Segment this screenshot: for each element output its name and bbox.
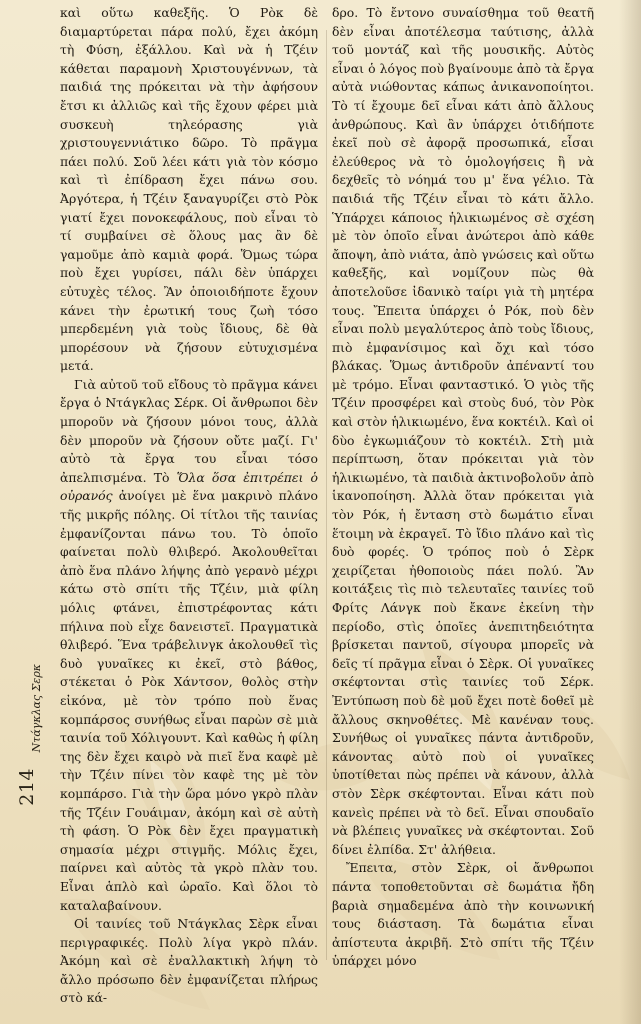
column-divider (326, 30, 327, 960)
page-number: 214 (16, 768, 38, 806)
right-text-column (332, 4, 594, 971)
paragraph-text: ἀνοίγει μὲ ἕνα μακρινὸ πλάνο τῆς μικρῆς πόλης. Οἱ τίτλοι τῆς ταινίας ἐμφανίζονται πάνω του. Τὸ ὁποῖο φαίνεται πολὺ θλιβερό. Ἀκολουθεῖται ἀπὸ ἕνα πλάνο λήψης ἀπὸ γερανὸ μέχρι κάτω στὸ σπίτι τῆς Τζέιν, μιὰ φίλη μόλις φτάνει, ἐπιστρέφοντας κάτι πήλινα ποὺ εἶχε δανειστεῖ. Πραγματικὰ θλιβερό. Ἕνα τράβελινγκ ἀκολουθεῖ τὶς δυὸ γυναῖκες κι ἐκεῖ, στὸ βάθος, στέκεται ὁ Ρὸκ Χάντσον, θολὸς στὴν εἰκόνα, μὲ τὸν τρόπο ποὺ ἕνας κομπάρσος συνήθως εἶναι παρὼν σὲ μιὰ ταινία τοῦ Χόλιγουντ. Καὶ καθὼς ἡ φίλη της δὲν ἔχει καιρὸ νὰ πιεῖ ἕνα καφὲ μὲ τὴν Τζέιν πίνει τὸν καφὲ της μὲ τὸν κομπάρσο. Γιὰ τὴν ὥρα μόνο γκρὸ πλὰν τῆς Τζέιν Γουάιμαν, ἀκόμη καὶ σὲ αὐτὴ τὴ φάση. Ὁ Ρὸκ δὲν ἔχει πραγματικὴ σημασία μέχρι στιγμῆς. Μόλις ἔχει, παίρνει καὶ αὐτὸς τὰ γκρὸ πλὰν του. Εἶναι ἁπλὸ καὶ ὡραῖο. Καὶ ὅλοι τὸ καταλαβαίνουν. (60, 488, 318, 913)
left-text-column (60, 4, 318, 1008)
paragraph-text: Γιὰ αὐτοῦ τοῦ εἴδους τὸ πρᾶγμα κάνει ἔργα ὁ Ντάγκλας Σέρκ. Οἱ ἄνθρωποι δὲν μποροῦν νὰ ζήσουν μόνοι τους, ἀλλὰ δὲν μποροῦν νὰ ζήσουν οὔτε μαζί. Γι' αὐτὸ τὰ ἔργα του εἶναι τόσο ἀπελπισμένα. Τὸ (60, 376, 318, 485)
paragraph: Ἔπειτα, στὸν Σὲρκ, οἱ ἄνθρωποι πάντα τοποθετοῦνται σὲ δωμάτια ἤδη βαριὰ σημαδεμένα ἀπὸ τὴν κοινωνική τους διάσταση. Τὰ δωμάτια εἶναι ἀπίστευτα ἀκριβῆ. Στὸ σπίτι τῆς Τζέιν ὑπάρχει μόνο (332, 860, 594, 969)
paragraph: Οἱ ταινίες τοῦ Ντάγκλας Σὲρκ εἶναι περιγραφικές. Πολὺ λίγα γκρὸ πλάν. Ἀκόμη καὶ σὲ ἐναλλακτικὴ λήψη τὸ ἄλλο πρόσωπο δὲν ἐμφανίζεται πλήρως στὸ κά- (60, 916, 318, 1006)
running-title: Ντάγκλας Σερκ (30, 664, 43, 753)
page-gutter-shadow (619, 0, 641, 1024)
paragraph: καὶ οὕτω καθεξῆς. Ὁ Ρὸκ δὲ διαμαρτύρεται πάρα πολύ, ἔχει ἀκόμη τὴ Φύση, ἐξάλλου. Καὶ νὰ ἡ Τζέιν κάθεται παραμονὴ Χριστουγέννων, τὰ παιδιά της πρόκειται νὰ τὴν ἀφήσουν ἔτσι κι ἀλλιῶς καὶ τῆς ἔχουν φέρει μιὰ συσκευὴ τηλεόρασης γιὰ χριστουγεννιάτικο δῶρο. Τὸ πρᾶγμα πάει πολύ. Σοῦ λέει κάτι γιὰ τὸν κόσμο καὶ τὶ ἐπίδραση ἔχει πάνω σου. Ἀργότερα, ἡ Τζέιν ξαναγυρίζει στὸ Ρὸκ γιατί ἔχει πονοκεφάλους, ποὺ εἶναι τὸ τί συμβαίνει σὲ ὅλους μας ἂν δὲ γαμοῦμε ἀπὸ καμιὰ φορά. Ὅμως τώρα ποὺ ἔχει γυρίσει, πάλι δὲν ὑπάρχει εὐτυχὲς τέλος. Ἂν ὁποιοιδήποτε ἔχουν κάνει τὴν ἐρωτική τους ζωὴ τόσο μπερδεμένη γιὰ τοὺς ἴδιους, δὲ θὰ μπορέσουν νὰ ζήσουν εὐτυχισμένα μετά. (60, 5, 318, 374)
film-title: Ὅλα ὅσα ἐπιτρέπει ὁ οὐρανός (60, 469, 318, 504)
paragraph: δρο. Τὸ ἔντονο συναίσθημα τοῦ θεατῆ δὲν εἶναι ἀποτέλεσμα ταύτισης, ἀλλὰ τοῦ μοντάζ καὶ τῆς μουσικῆς. Αὐτὸς εἶναι ὁ λόγος ποὺ βγαίνουμε ἀπὸ τὰ ἔργα αὐτὰ νιώθοντας κάπως ἀνικανοποίητοι. Τὸ τί ἔχουμε δεῖ εἶναι κάτι ἀπὸ ἄλλους ἀνθρώπους. Καὶ ἂν ὑπάρχει ὁτιδήποτε ἐκεῖ ποὺ σὲ ἀφορᾷ προσωπικά, εἶσαι ἐλεύθερος νὰ τὸ ὁμολογήσεις ἢ νὰ δεχθεῖς τὸ νόημά του μ' ἕνα γέλιο. Τὰ παιδιά τῆς Τζέιν εἶναι τὸ κάτι ἄλλο. Ὑπάρχει κάποιος ἡλικιωμένος σὲ σχέση μὲ τὸν ὁποῖο εἶναι ἀνώτεροι ἀπὸ κάθε ἄποψη, ἀπὸ νιάτα, ἀπὸ γνώσεις καὶ οὕτω καθεξῆς, καὶ νομίζουν πὼς θὰ ἀποτελοῦσε ἰδανικὸ ταίρι γιὰ τὴ μητέρα τους. Ἔπειτα ὑπάρχει ὁ Ρόκ, ποὺ δὲν εἶναι πολὺ μεγαλύτερος ἀπὸ τοὺς ἴδιους, πιὸ ἐμφανίσιμος καὶ ὄχι καὶ τόσο βλάκας. Ὅμως ἀντιδροῦν ἀπέναντί του μὲ τρόμο. Εἶναι φανταστικό. Ὁ γιὸς τῆς Τζέιν προσφέρει καὶ στοὺς δυό, τὸν Ρὸκ καὶ στὸν ἡλικιωμένο, ἕνα κοκτέιλ. Καὶ οἱ δὺο ἐγκωμιάζουν τὸ κοκτέιλ. Στὴ μιὰ περίπτωση, ὅταν πρόκειται γιὰ τὸν ἡλικιωμένο, τὰ παιδιὰ ἀκτινοβολοῦν ἀπὸ ἱκανοποίηση. Ἀλλὰ ὅταν πρόκειται γιὰ τὸν Ρόκ, ἡ ἔνταση στὸ δωμάτιο εἶναι ἕτοιμη νὰ ἐκραγεῖ. Τὸ ἴδιο πλάνο καὶ τὶς δυὸ φορές. Ὁ τρόπος ποὺ ὁ Σὲρκ χειρίζεται ἠθοποιοὺς πάει πολύ. Ἂν κοιτάξεις τὶς πιὸ τελευταῖες ταινίες τοῦ Φρίτς Λάνγκ ποὺ ἔκανε ἐκείνη τὴν περίοδο, στὶς ὁποῖες ἀνεπιτηδειότητα βρίσκεται παντοῦ, σίγουρα μπορεῖς νὰ δεῖς τί πρᾶγμα εἶναι ὁ Σὲρκ. Οἱ γυναῖκες σκέφτονται στὶς ταινίες τοῦ Σέρκ. Ἐντύπωση ποὺ δὲ μοῦ ἔχει ποτὲ δοθεῖ μὲ ἄλλους σκηνοθέτες. Μὲ κανέναν τους. Συνήθως οἱ γυναῖκες πάντα ἀντιδροῦν, κάνοντας αὐτὸ ποὺ οἱ γυναῖκες ὑποτίθεται πὼς πρέπει νὰ κάνουν, ἀλλὰ στὸν Σὲρκ σκέφτονται. Εἶναι κάτι ποὺ κανεὶς πρέπει νὰ τὸ δεῖ. Εἶναι σπουδαῖο νὰ βλέπεις γυναῖκες νὰ σκέφτονται. Σοῦ δίνει ἐλπίδα. Στ' ἀλήθεια. (332, 5, 594, 857)
paragraph (60, 376, 318, 915)
